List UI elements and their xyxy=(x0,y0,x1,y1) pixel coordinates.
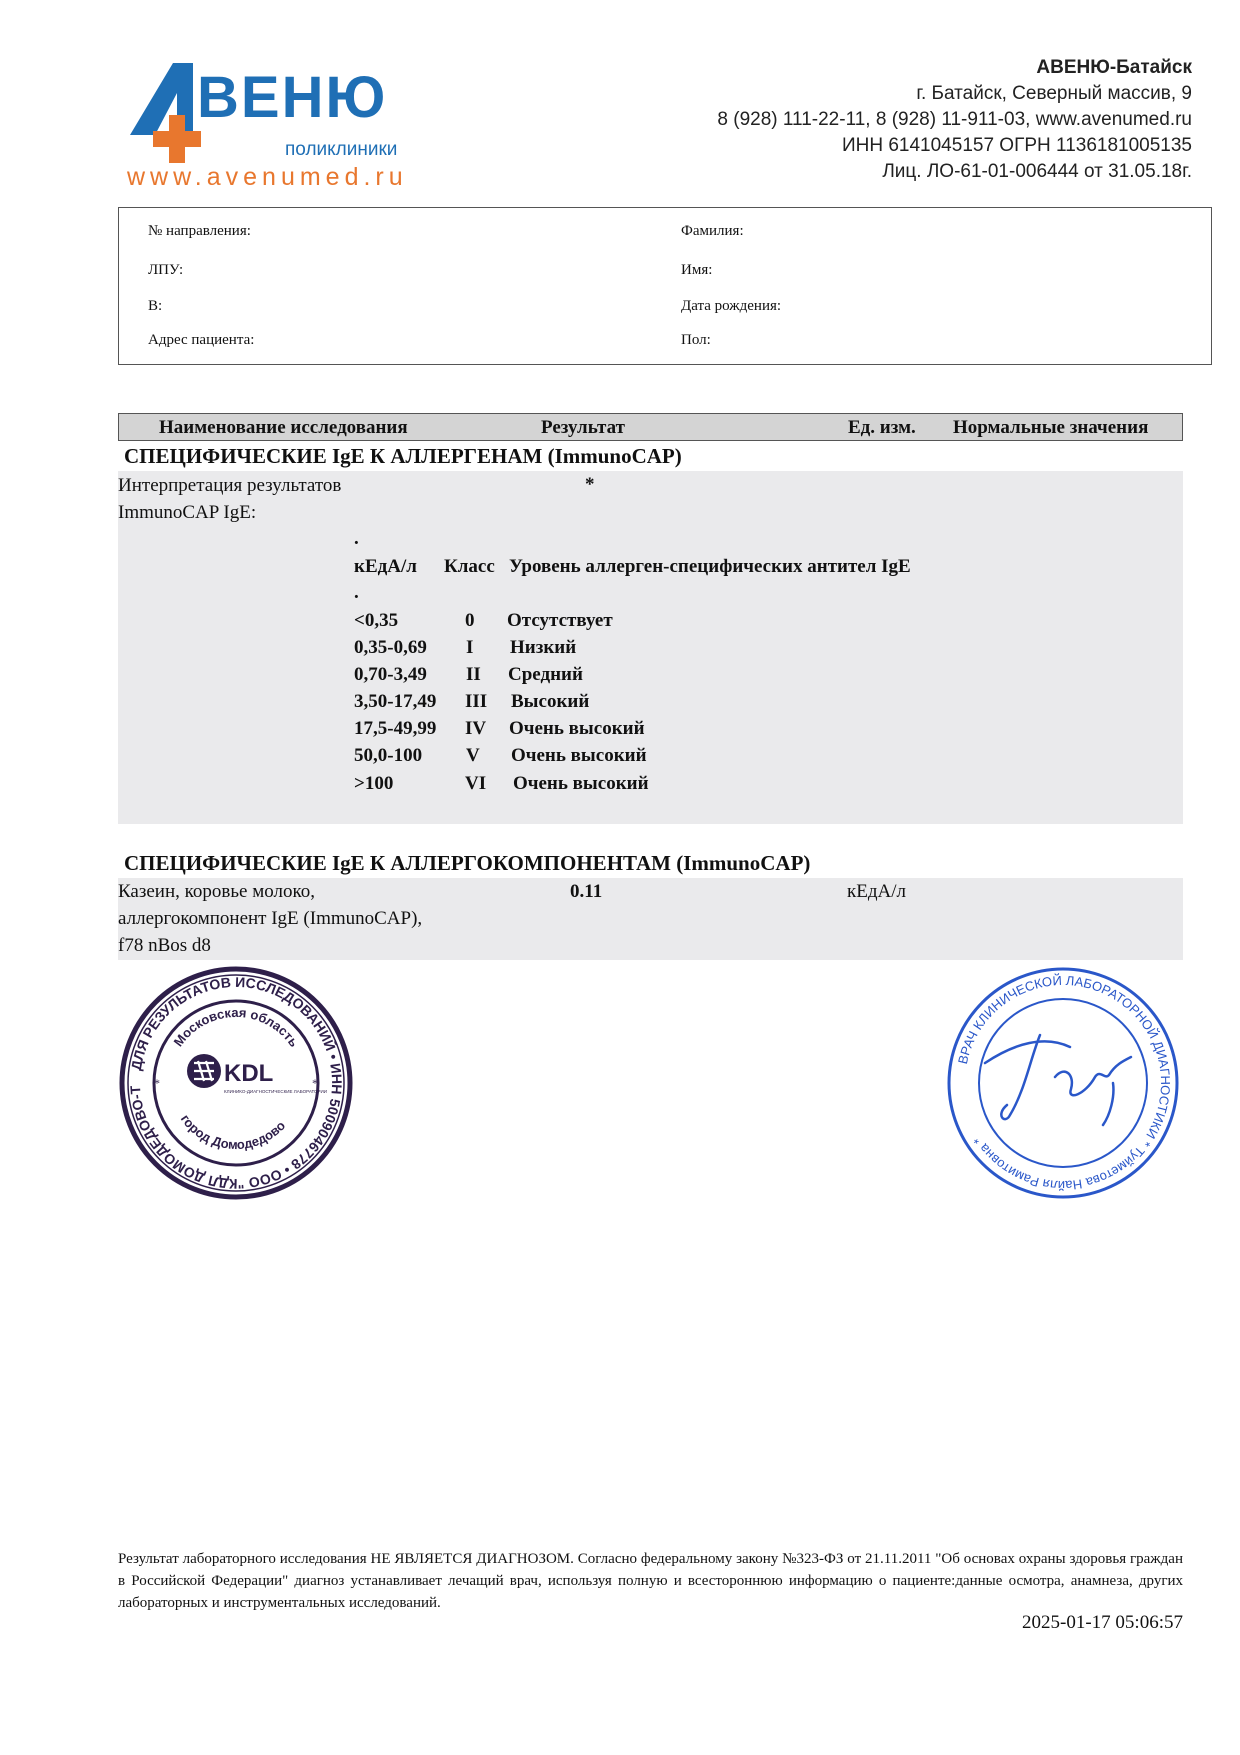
kdl-logo-text: KDL xyxy=(224,1060,274,1087)
kdl-star-left: * xyxy=(154,1076,160,1090)
section-title-allergens: СПЕЦИФИЧЕСКИЕ IgE К АЛЛЕРГЕНАМ (ImmunoCAP) xyxy=(124,444,682,468)
logo-subtitle: поликлиники xyxy=(285,139,398,160)
kdl-stamp-graphic xyxy=(118,965,354,1201)
kdl-stamp-inner-bottom: город Домодедово xyxy=(177,1111,289,1153)
section-title-allergocomponents: СПЕЦИФИЧЕСКИЕ IgE К АЛЛЕРГОКОМПОНЕНТАМ (ImmunoCAP) xyxy=(124,851,811,875)
disclaimer-note: Результат лабораторного исследования НЕ ЯВЛЯЕТСЯ ДИАГНОЗОМ. Согласно федеральному закону №323-ФЗ от 21.11.2011 "Об основах охраны здоровья граждан в Российской Федерации" диагноз устанавливает лечащий врач, используя полную и всестороннюю информацию о пациенте:данные осмотра, анамнеза, других лабораторных и инструментальных исследований. xyxy=(118,1551,1183,1611)
scale-class: I xyxy=(466,637,474,658)
scale-class: III xyxy=(465,691,488,712)
test-name-line3: f78 nBos d8 xyxy=(118,935,211,956)
interpretation-row xyxy=(118,471,1183,824)
test-unit: кЕдА/л xyxy=(847,881,906,902)
scale-range: 17,5-49,99 xyxy=(354,718,437,739)
scale-dot-top: . xyxy=(354,528,359,549)
test-name-line1: Казеин, коровье молоко, xyxy=(118,881,315,902)
scale-level: Отсутствует xyxy=(507,610,613,631)
scale-range: 3,50-17,49 xyxy=(354,691,437,712)
surname-label: Фамилия: xyxy=(681,223,744,239)
col-norm-header: Нормальные значения xyxy=(953,417,1149,438)
patient-address-label: Адрес пациента: xyxy=(148,332,255,348)
scale-header-level: Уровень аллерген-специфических антител IgE xyxy=(509,556,911,577)
lpu-label: ЛПУ: xyxy=(148,262,184,278)
logo-plus-horizontal xyxy=(153,131,201,147)
scale-level: Очень высокий xyxy=(509,718,645,739)
patient-info-box xyxy=(118,207,1212,365)
scale-range: 0,70-3,49 xyxy=(354,664,427,685)
sex-label: Пол: xyxy=(681,332,711,348)
doctor-stamp-graphic xyxy=(945,965,1181,1201)
clinic-logo xyxy=(125,55,455,185)
kdl-stamp-ring-text: ДЛЯ РЕЗУЛЬТАТОВ ИССЛЕДОВАНИЙ • ИНН 5009046778 • ООО "КДЛ ДОМОДЕДОВО-Т xyxy=(126,973,346,1193)
scale-range: >100 xyxy=(354,773,394,794)
col-result-header: Результат xyxy=(541,417,625,438)
clinic-address: г. Батайск, Северный массив, 9 xyxy=(916,83,1192,104)
test-name-line2: аллергокомпонент IgE (ImmunoCAP), xyxy=(118,908,423,929)
scale-class: 0 xyxy=(465,610,475,631)
scale-range: 50,0-100 xyxy=(354,745,423,766)
scale-range: <0,35 xyxy=(354,610,399,631)
scale-class: V xyxy=(466,745,480,766)
doctor-stamp xyxy=(945,965,1181,1201)
kdl-stamp-inner-top: Московская область xyxy=(170,1004,302,1050)
scale-level: Очень высокий xyxy=(513,773,649,794)
casein-row xyxy=(118,878,1183,960)
first-name-label: Имя: xyxy=(681,262,713,278)
logo-brand: ВЕНЮ xyxy=(197,65,388,130)
scale-range: 0,35-0,69 xyxy=(354,637,427,658)
logo-graphic xyxy=(125,55,455,185)
scale-header-class: Класс xyxy=(444,556,495,577)
interpretation-name-line1: Интерпретация результатов xyxy=(118,475,342,496)
v-label: В: xyxy=(148,298,163,314)
col-unit-header: Ед. изм. xyxy=(848,417,916,438)
logo-website: www.avenumed.ru xyxy=(127,163,408,185)
clinic-name: АВЕНЮ-Батайск xyxy=(1036,57,1192,78)
doctor-stamp-ring-text: ВРАЧ КЛИНИЧЕСКОЙ ЛАБОРАТОРНОЙ ДИАГНОСТИКИ * Туйметова Найля Рамитовна * xyxy=(954,972,1174,1194)
clinic-header xyxy=(717,55,1192,185)
kdl-logo-subtext: КЛИНИКО-ДИАГНОСТИЧЕСКИЕ ЛАБОРАТОРИИ xyxy=(224,1089,327,1094)
clinic-inn: ИНН 6141045157 ОГРН 1136181005135 xyxy=(841,135,1192,156)
scale-level: Высокий xyxy=(511,691,590,712)
scale-dot-bottom: . xyxy=(354,582,359,603)
interpretation-name-line2: ImmunoCAP IgE: xyxy=(118,502,257,523)
dob-label: Дата рождения: xyxy=(681,298,782,314)
scale-class: VI xyxy=(465,773,487,794)
scale-header-unit: кЕдА/л xyxy=(354,556,417,577)
referral-label: № направления: xyxy=(148,223,251,239)
report-datetime: 2025-01-17 05:06:57 xyxy=(1022,1612,1183,1633)
kdl-star-right: * xyxy=(312,1076,318,1090)
clinic-license: Лиц. ЛО-61-01-006444 от 31.05.18г. xyxy=(882,161,1192,182)
scale-level: Очень высокий xyxy=(511,745,647,766)
col-name-header: Наименование исследования xyxy=(159,417,408,438)
scale-class: II xyxy=(466,664,481,685)
kdl-logo-icon xyxy=(187,1054,221,1088)
scale-level: Средний xyxy=(508,664,583,685)
scale-level: Низкий xyxy=(510,637,577,658)
interpretation-result: * xyxy=(585,474,595,495)
scale-class: IV xyxy=(465,718,487,739)
clinic-phones: 8 (928) 111-22-11, 8 (928) 11-911-03, www.avenumed.ru xyxy=(717,109,1192,130)
kdl-stamp xyxy=(118,965,354,1201)
doctor-signature xyxy=(985,1035,1131,1125)
test-result: 0.11 xyxy=(570,881,603,902)
results-table-header xyxy=(118,413,1183,441)
